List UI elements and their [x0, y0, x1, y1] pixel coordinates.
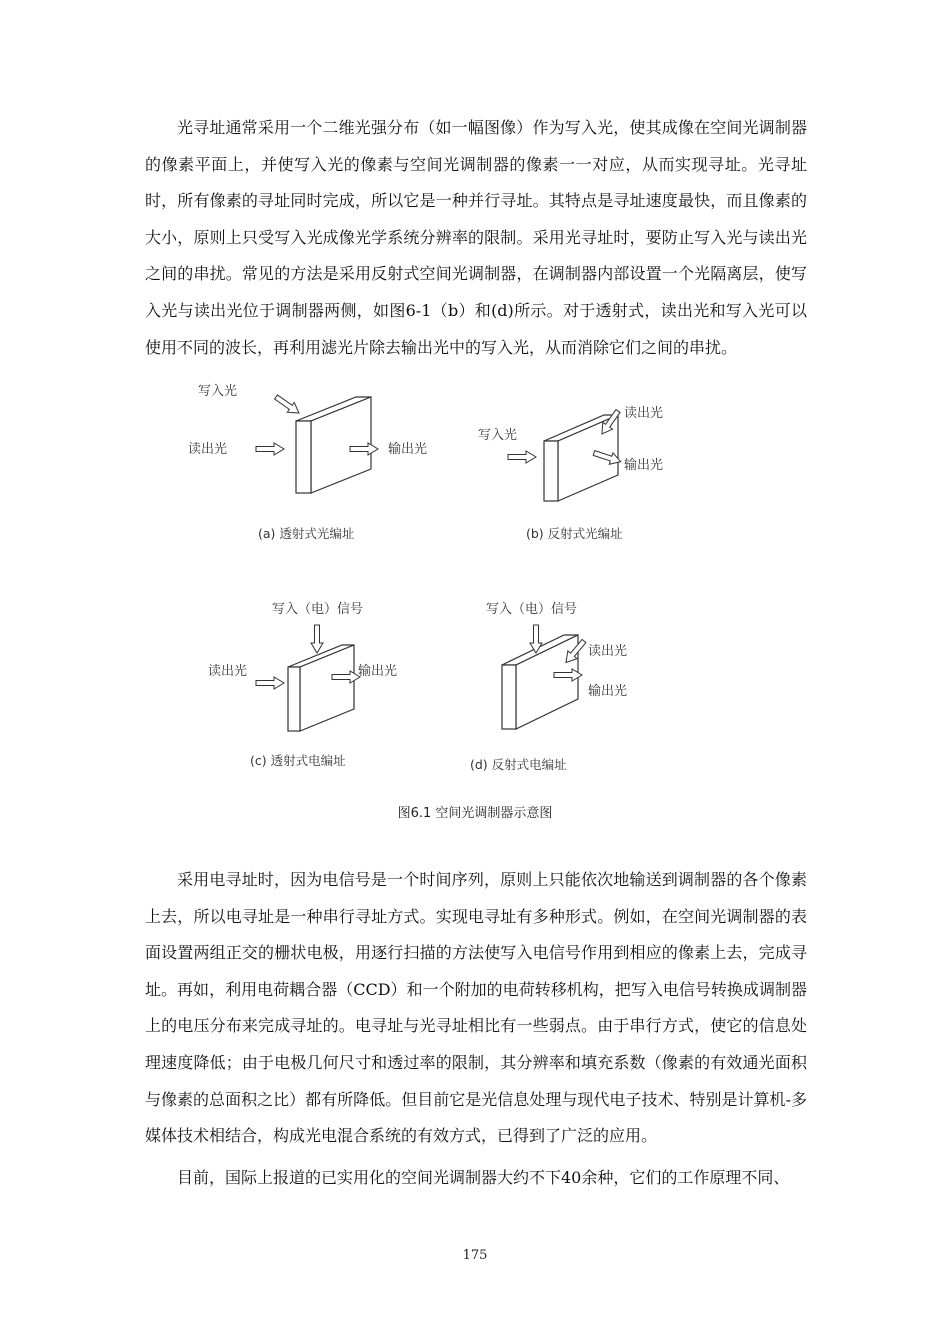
diagram-b-write-arrow — [508, 451, 536, 463]
diagram-c-output-label: 输出光 — [358, 664, 398, 679]
diagram-a-caption: (a) 透射式光编址 — [258, 526, 355, 541]
diagram-a-read-label: 读出光 — [188, 442, 228, 457]
page-number: 175 — [462, 1248, 488, 1263]
diagram-d-read-label: 读出光 — [588, 644, 628, 659]
paragraph-slm-types: 目前，国际上报道的已实用化的空间光调制器大约不下40余种，它们的工作原理不同、 — [177, 1168, 790, 1187]
diagram-b-caption: (b) 反射式光编址 — [526, 526, 623, 541]
diagram-c-read-label: 读出光 — [208, 664, 248, 679]
diagram-d-modulator-front — [502, 665, 516, 729]
diagram-c-write-label: 写入（电）信号 — [272, 602, 364, 617]
diagram-a-modulator-front — [296, 421, 311, 493]
diagram-b-modulator-front — [544, 441, 558, 501]
paragraph-electrical-addressing: 采用电寻址时，因为电信号是一个时间序列，原则上只能依次地输送到调制器的各个像素上去，所以电寻址是一种串行寻址方式。实现电寻址有多种形式。例如，在空间光调制器的表面设置两组正交的栅状电极，用逐行扫描的方法使写入电信号作用到相应的像素上去，完成寻址。再如，利用电荷耦合器（CCD）和一个附加的电荷转移机构，把写入电信号转换成调制器上的电压分布来完成寻址的。电寻址与光寻址相比有一些弱点。由于串行方式，使它的信息处理速度降低；由于电极几何尺寸和透过率的限制，其分辨率和填充系数（像素的有效通光面积与像素的总面积之比）都有所降低。但目前它是光信息处理与现代电子技术、特别是计算机-多媒体技术相结合，构成光电混合系统的有效方式，已得到了广泛的应用。 — [145, 870, 807, 1146]
diagram-a-write-label: 写入光 — [198, 384, 238, 399]
diagram-d-write-label: 写入（电）信号 — [486, 602, 578, 617]
figure-caption: 图6.1 空间光调制器示意图 — [397, 806, 553, 821]
figure-slm-diagram — [180, 375, 664, 785]
diagram-c-modulator-front — [288, 667, 300, 731]
diagram-d-caption: (d) 反射式电编址 — [470, 757, 567, 772]
diagram-a-read-arrow — [256, 443, 284, 455]
paragraph-optical-addressing: 光寻址通常采用一个二维光强分布（如一幅图像）作为写入光，使其成像在空间光调制器的像素平面上，并使写入光的像素与空间光调制器的像素一一对应，从而实现寻址。光寻址时，所有像素的寻址同时完成，所以它是一种并行寻址。其特点是寻址速度最快，而且像素的大小，原则上只受写入光成像光学系统分辨率的限制。采用光寻址时，要防止写入光与读出光之间的串扰。常见的方法是采用反射式空间光调制器，在调制器内部设置一个光隔离层，使写入光与读出光位于调制器两侧，如图6-1（b）和(d)所示。对于透射式，读出光和写入光可以使用不同的波长，再利用滤光片除去输出光中的写入光，从而消除它们之间的串扰。 — [145, 118, 807, 357]
slm-diagram — [180, 375, 664, 785]
diagram-c-read-arrow — [256, 677, 284, 689]
diagram-d — [470, 601, 627, 772]
diagram-b — [478, 405, 663, 541]
diagram-b-output-label: 输出光 — [624, 458, 664, 473]
diagram-c-write-arrow — [311, 625, 323, 653]
diagram-a — [188, 383, 427, 541]
diagram-d-output-label: 输出光 — [588, 684, 628, 699]
diagram-b-read-label: 读出光 — [624, 406, 664, 421]
diagram-a-write-arrow — [273, 392, 303, 418]
diagram-c-caption: (c) 透射式电编址 — [250, 753, 346, 768]
diagram-c — [208, 601, 397, 768]
diagram-a-output-label: 输出光 — [388, 442, 428, 457]
diagram-b-write-label: 写入光 — [478, 428, 518, 443]
diagram-c-modulator-side — [300, 645, 354, 731]
